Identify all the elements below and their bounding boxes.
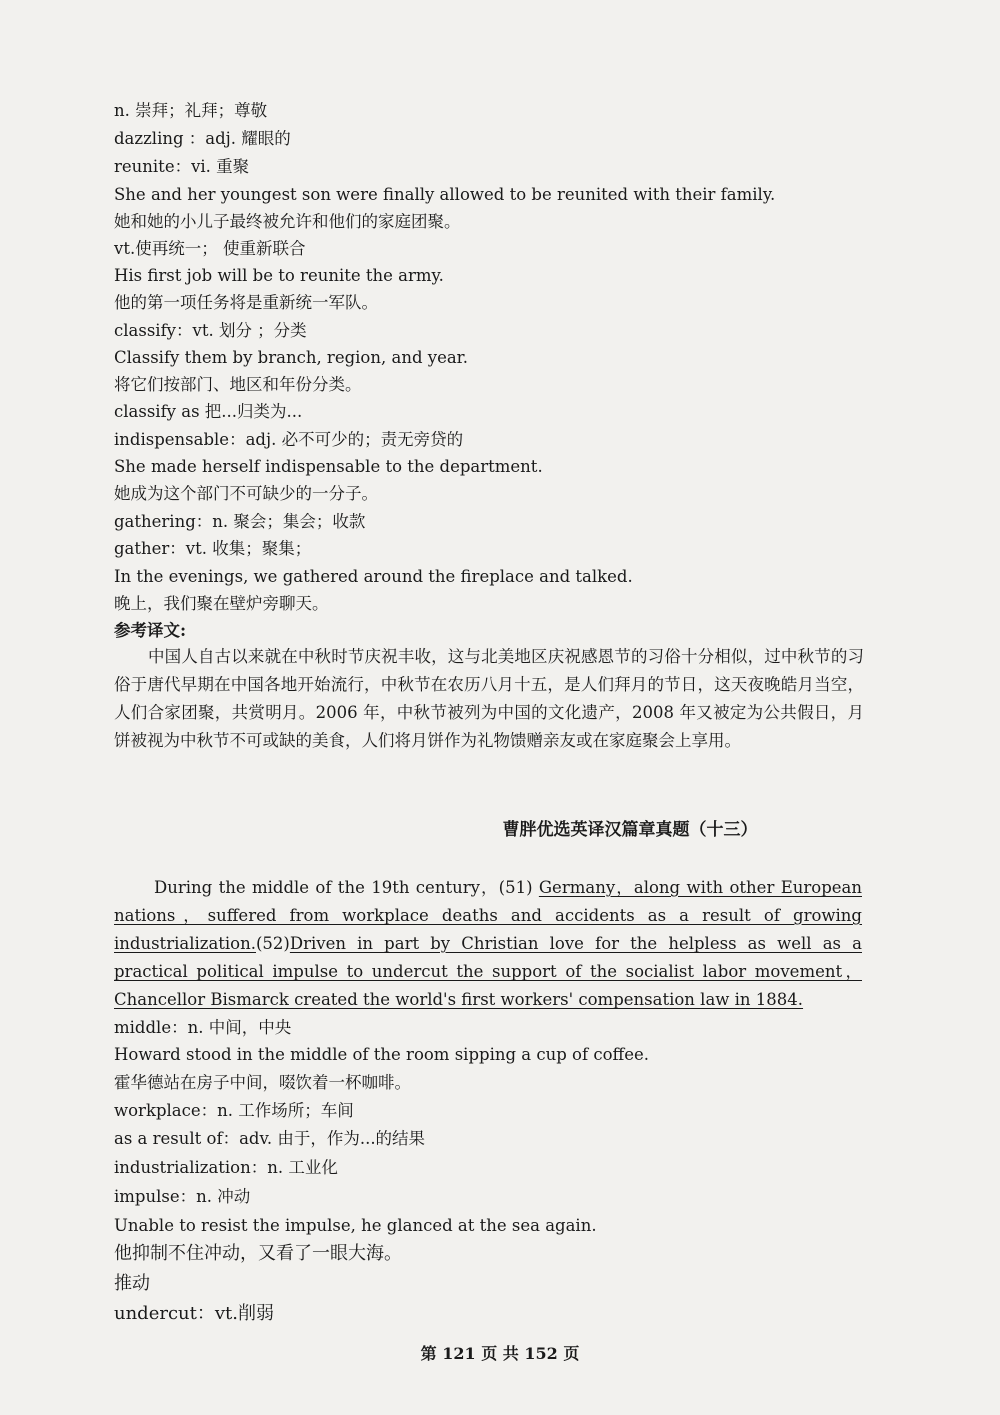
example-translation: 他抑制不住冲动，又看了一眼大海。	[114, 1243, 402, 1264]
example-translation: 她成为这个部门不可缺少的一分子。	[114, 484, 378, 503]
vocab-line: middle：n. 中间，中央	[114, 1018, 292, 1037]
vocab-line: as a result of：adv. 由于，作为...的结果	[114, 1129, 426, 1148]
vocab-line: dazzling ：adj. 耀眼的	[114, 129, 291, 148]
example-sentence: She and her youngest son were finally allowed to be reunited with their family.	[114, 185, 776, 204]
example-sentence: Howard stood in the middle of the room sipping a cup of coffee.	[114, 1045, 649, 1064]
sentence-51: Germany，along with other European nations，suffered from workplace deaths and accidents as a result of growing industrialization.	[114, 878, 862, 953]
example-sentence: Unable to resist the impulse, he glanced at the sea again.	[114, 1216, 597, 1235]
example-sentence: Classify them by branch, region, and year.	[114, 348, 468, 367]
vocab-line: gathering：n. 聚会；集会；收款	[114, 512, 366, 531]
example-sentence: In the evenings, we gathered around the fireplace and talked.	[114, 567, 633, 586]
english-passage	[114, 874, 862, 1014]
example-sentence: She made herself indispensable to the department.	[114, 457, 543, 476]
passage-intro: During the middle of the 19th century，(51)	[154, 878, 539, 897]
vocab-line: 推动	[114, 1273, 150, 1294]
vocab-line: reunite：vi. 重聚	[114, 157, 250, 176]
vocab-line: workplace：n. 工作场所；车间	[114, 1101, 354, 1120]
example-translation: 将它们按部门、地区和年份分类。	[114, 375, 362, 394]
example-sentence: His first job will be to reunite the army.	[114, 266, 444, 285]
marker-52: (52)	[256, 934, 290, 953]
vocab-line: n. 崇拜；礼拜；尊敬	[114, 101, 268, 120]
section-title: 曹胖优选英译汉篇章真题（十三）	[502, 820, 758, 840]
reference-translation: 中国人自古以来就在中秋时节庆祝丰收，这与北美地区庆祝感恩节的习俗十分相似，过中秋节的习俗于唐代早期在中国各地开始流行，中秋节在农历八月十五，是人们拜月的节日，这天夜晚皓月当空，人们合家团聚，共赏明月。2006 年，中秋节被列为中国的文化遗产，2008 年又被定为公共假日，月饼被视为中秋节不可或缺的美食，人们将月饼作为礼物馈赠亲友或在家庭聚会上享用。	[114, 647, 864, 750]
vocab-line: industrialization：n. 工业化	[114, 1158, 338, 1177]
vocab-line: indispensable：adj. 必不可少的；责无旁贷的	[114, 430, 464, 449]
vocab-line: vt.使再统一； 使重新联合	[114, 239, 306, 258]
page-number: 第 121 页 共 152 页	[420, 1344, 580, 1363]
example-translation: 他的第一项任务将是重新统一军队。	[114, 293, 378, 312]
vocab-line: classify：vt. 划分 ；分类	[114, 321, 307, 340]
example-translation: 她和她的小儿子最终被允许和他们的家庭团聚。	[114, 212, 461, 231]
example-translation: 霍华德站在房子中间，啜饮着一杯咖啡。	[114, 1073, 411, 1092]
reference-heading: 参考译文:	[114, 621, 187, 640]
vocab-line: impulse：n. 冲动	[114, 1187, 251, 1206]
vocab-line: undercut：vt.削弱	[114, 1303, 274, 1324]
sentence-52: Driven in part by Christian love for the helpless as well as a practical political impulse to undercut the support of the socialist labor movement，Chancellor Bismarck created the world's first workers' compensation law in 1884.	[114, 934, 862, 1009]
vocab-line: classify as 把...归类为...	[114, 402, 303, 421]
vocab-line: gather：vt. 收集；聚集；	[114, 539, 312, 558]
example-translation: 晚上，我们聚在壁炉旁聊天。	[114, 594, 329, 613]
